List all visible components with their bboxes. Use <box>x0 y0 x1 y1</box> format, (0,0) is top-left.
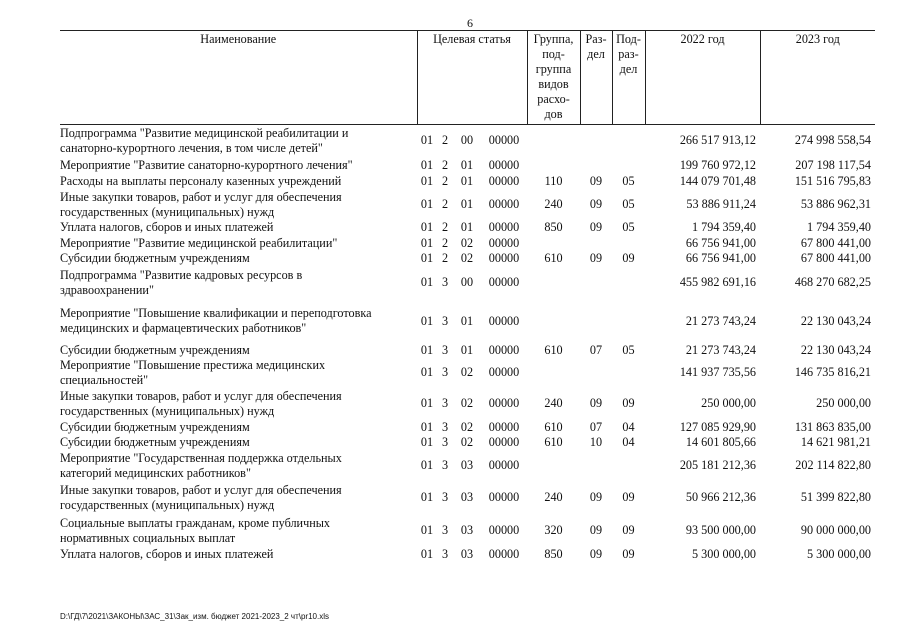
amount-2022: 53 886 911,24 <box>686 197 756 211</box>
table-row <box>60 125 875 157</box>
target-direction: 00000 <box>488 342 520 357</box>
target-program: 01 <box>420 275 434 289</box>
expense-group: 610 <box>544 342 563 357</box>
budget-table <box>60 30 875 563</box>
table-row <box>60 358 875 388</box>
target-subprogram: 2 <box>441 235 449 250</box>
subsection-code <box>612 157 645 174</box>
row-name: Уплата налогов, сборов и иных платежей <box>60 547 274 561</box>
subsection-code: 05 <box>622 342 635 357</box>
target-subprogram: 2 <box>441 174 449 188</box>
target-subprogram: 3 <box>441 342 449 357</box>
amount-2022: 50 966 212,36 <box>685 490 756 504</box>
row-name: Иные закупки товаров, работ и услуг для обеспечения государственных (муниципальных) нужд <box>60 388 342 418</box>
subsection-code: 09 <box>622 396 635 410</box>
row-name: Субсидии бюджетным учреждениям <box>60 419 250 434</box>
target-subprogram: 3 <box>441 419 449 434</box>
table-row <box>60 547 875 563</box>
target-direction: 00000 <box>488 458 520 472</box>
row-name: Уплата налогов, сборов и иных платежей <box>60 220 274 234</box>
subsection-code <box>612 236 645 251</box>
target-program: 01 <box>420 419 434 434</box>
expense-group: 240 <box>544 490 563 504</box>
target-direction: 00000 <box>488 133 520 148</box>
subsection-code: 09 <box>622 523 635 537</box>
row-name: Социальные выплаты гражданам, кроме публичных нормативных социальных выплат <box>60 515 330 545</box>
target-program: 01 <box>420 342 434 357</box>
header-group: Группа, под- группа видов расхо- дов <box>527 31 580 125</box>
amount-2023: 22 130 043,24 <box>800 313 871 328</box>
target-subprogram: 3 <box>441 365 449 379</box>
target-program: 01 <box>420 435 434 449</box>
row-name: Мероприятие "Развитие медицинской реабилитации" <box>60 235 338 250</box>
section-code: 09 <box>589 197 603 211</box>
target-program: 01 <box>420 133 434 148</box>
amount-2022: 21 273 743,24 <box>685 313 756 328</box>
target-event: 02 <box>460 435 474 449</box>
header-year-2022: 2022 год <box>645 31 760 125</box>
target-direction: 00000 <box>488 419 520 434</box>
target-program: 01 <box>420 490 434 504</box>
target-program: 01 <box>420 220 434 234</box>
target-event: 02 <box>460 365 474 379</box>
subsection-code: 04 <box>622 435 635 449</box>
amount-2023: 53 886 962,31 <box>800 197 871 211</box>
section-code: 09 <box>589 174 603 188</box>
table-row <box>60 300 875 343</box>
table-header-row <box>60 31 875 125</box>
expense-group: 850 <box>544 220 563 234</box>
target-event: 01 <box>460 220 474 234</box>
table-row <box>60 343 875 358</box>
section-code <box>580 125 612 157</box>
target-event: 02 <box>460 250 474 265</box>
amount-2023: 468 270 682,25 <box>794 275 871 289</box>
amount-2023: 90 000 000,00 <box>800 523 871 537</box>
amount-2023: 207 198 117,54 <box>795 157 871 172</box>
expense-group <box>527 157 580 174</box>
target-event: 01 <box>460 197 474 211</box>
amount-2022: 141 937 735,56 <box>679 365 756 379</box>
target-direction: 00000 <box>488 490 520 504</box>
target-direction: 00000 <box>488 220 520 234</box>
header-target-article: Целевая статья <box>417 31 527 125</box>
target-direction: 00000 <box>488 313 520 328</box>
row-name: Иные закупки товаров, работ и услуг для обеспечения государственных (муниципальных) нужд <box>60 482 342 512</box>
amount-2022: 93 500 000,00 <box>685 523 756 537</box>
target-subprogram: 2 <box>441 157 449 172</box>
row-name: Мероприятие "Повышение квалификации и переподготовка медицинских и фармацевтических работников" <box>60 306 372 335</box>
expense-group: 240 <box>544 197 563 211</box>
target-event: 01 <box>460 157 474 172</box>
amount-2023: 202 114 822,80 <box>795 458 871 472</box>
amount-2023: 274 998 558,54 <box>794 133 871 148</box>
amount-2022: 455 982 691,16 <box>679 275 756 289</box>
expense-group: 610 <box>544 250 563 265</box>
amount-2022: 250 000,00 <box>701 396 756 410</box>
amount-2023: 67 800 441,00 <box>800 250 871 265</box>
section-code <box>580 451 612 481</box>
target-direction: 00000 <box>488 197 520 211</box>
target-event: 01 <box>460 174 474 188</box>
amount-2022: 1 794 359,40 <box>692 220 756 234</box>
table-row <box>60 236 875 251</box>
row-name: Подпрограмма "Развитие медицинской реабилитации и санаторно-курортного лечения, в том числе детей" <box>60 125 349 155</box>
expense-group <box>527 358 580 388</box>
section-code <box>580 358 612 388</box>
amount-2023: 14 621 981,21 <box>800 435 871 449</box>
subsection-code <box>612 451 645 481</box>
amount-2023: 146 735 816,21 <box>794 365 871 379</box>
row-name: Субсидии бюджетным учреждениям <box>60 435 250 449</box>
subsection-code: 09 <box>622 490 635 504</box>
amount-2022: 266 517 913,12 <box>679 133 756 148</box>
target-subprogram: 3 <box>441 523 449 537</box>
subsection-code: 05 <box>622 220 635 234</box>
expense-group: 320 <box>544 523 563 537</box>
section-code: 09 <box>589 220 603 234</box>
amount-2022: 66 756 941,00 <box>685 235 756 250</box>
table-row <box>60 481 875 515</box>
section-code <box>580 300 612 343</box>
target-program: 01 <box>420 523 434 537</box>
target-program: 01 <box>420 547 434 561</box>
target-direction: 00000 <box>488 174 520 188</box>
file-path-footer: D:\ГД\7\2021\ЗАКОНЫ\ЗАС_31\Зак_изм. бюджет 2021-2023_2 чт\pr10.xls <box>60 612 329 621</box>
target-program: 01 <box>420 313 434 328</box>
target-program: 01 <box>420 250 434 265</box>
target-subprogram: 3 <box>441 313 449 328</box>
section-code: 07 <box>589 419 603 434</box>
row-name: Иные закупки товаров, работ и услуг для обеспечения государственных (муниципальных) нужд <box>60 189 342 219</box>
amount-2023: 5 300 000,00 <box>807 547 871 561</box>
subsection-code: 09 <box>622 250 635 265</box>
table-row <box>60 157 875 174</box>
expense-group <box>527 125 580 157</box>
header-name: Наименование <box>200 32 277 46</box>
row-name: Расходы на выплаты персоналу казенных учреждений <box>60 174 342 188</box>
target-event: 00 <box>460 133 474 148</box>
table-row <box>60 251 875 266</box>
section-code: 09 <box>589 523 603 537</box>
target-direction: 00000 <box>488 235 520 250</box>
row-name: Субсидии бюджетным учреждениям <box>60 250 250 265</box>
expense-group: 850 <box>544 547 563 561</box>
expense-group: 240 <box>544 396 563 410</box>
target-program: 01 <box>420 197 434 211</box>
amount-2023: 22 130 043,24 <box>800 342 871 357</box>
subsection-code <box>612 300 645 343</box>
table-row <box>60 190 875 220</box>
table-row <box>60 435 875 451</box>
table-row <box>60 451 875 481</box>
subsection-code: 05 <box>622 174 635 188</box>
expense-group: 610 <box>544 419 563 434</box>
subsection-code <box>612 358 645 388</box>
table-row <box>60 220 875 236</box>
amount-2022: 205 181 212,36 <box>679 458 756 472</box>
header-section: Раз- дел <box>580 31 612 125</box>
target-event: 03 <box>460 547 474 561</box>
target-subprogram: 3 <box>441 435 449 449</box>
amount-2022: 14 601 805,66 <box>685 435 756 449</box>
target-event: 03 <box>460 523 474 537</box>
target-event: 01 <box>460 342 474 357</box>
section-code <box>580 157 612 174</box>
target-program: 01 <box>420 235 434 250</box>
amount-2023: 51 399 822,80 <box>800 490 871 504</box>
subsection-code: 04 <box>622 419 635 434</box>
target-event: 02 <box>460 396 474 410</box>
target-subprogram: 3 <box>441 547 449 561</box>
target-subprogram: 3 <box>441 275 449 289</box>
subsection-code: 09 <box>622 547 635 561</box>
row-name: Мероприятие "Повышение престижа медицинских специальностей" <box>60 357 326 387</box>
row-name: Мероприятие "Государственная поддержка отдельных категорий медицинских работников" <box>60 450 342 480</box>
subsection-code: 05 <box>622 197 635 211</box>
target-event: 01 <box>460 313 474 328</box>
target-subprogram: 3 <box>441 458 449 472</box>
amount-2022: 144 079 701,48 <box>679 174 756 188</box>
target-event: 03 <box>460 458 474 472</box>
section-code: 09 <box>589 547 603 561</box>
target-program: 01 <box>420 365 434 379</box>
target-program: 01 <box>420 174 434 188</box>
target-direction: 00000 <box>488 365 520 379</box>
target-subprogram: 2 <box>441 133 449 148</box>
amount-2022: 5 300 000,00 <box>692 547 756 561</box>
target-program: 01 <box>420 396 434 410</box>
table-row <box>60 266 875 300</box>
header-year-2023: 2023 год <box>760 31 875 125</box>
target-subprogram: 3 <box>441 396 449 410</box>
subsection-code <box>612 125 645 157</box>
table-row <box>60 174 875 190</box>
section-code <box>580 266 612 300</box>
section-code: 07 <box>589 342 603 357</box>
section-code: 09 <box>589 490 603 504</box>
target-program: 01 <box>420 157 434 172</box>
target-direction: 00000 <box>488 157 520 172</box>
target-subprogram: 2 <box>441 220 449 234</box>
page-number: 6 <box>467 16 473 30</box>
row-name: Мероприятие "Развитие санаторно-курортного лечения" <box>60 157 353 172</box>
section-code: 09 <box>589 396 603 410</box>
target-subprogram: 2 <box>441 197 449 211</box>
expense-group <box>527 266 580 300</box>
target-subprogram: 3 <box>441 490 449 504</box>
target-direction: 00000 <box>488 275 520 289</box>
target-event: 02 <box>460 235 474 250</box>
target-event: 03 <box>460 490 474 504</box>
expense-group: 110 <box>544 174 563 188</box>
target-direction: 00000 <box>488 396 520 410</box>
expense-group <box>527 451 580 481</box>
amount-2022: 66 756 941,00 <box>685 250 756 265</box>
amount-2022: 21 273 743,24 <box>685 342 756 357</box>
table-row <box>60 388 875 420</box>
amount-2022: 127 085 929,90 <box>679 419 756 434</box>
amount-2022: 199 760 972,12 <box>679 157 756 172</box>
target-direction: 00000 <box>488 523 520 537</box>
amount-2023: 250 000,00 <box>816 396 871 410</box>
target-subprogram: 2 <box>441 250 449 265</box>
section-code: 09 <box>589 250 603 265</box>
row-name: Субсидии бюджетным учреждениям <box>60 342 250 357</box>
expense-group: 610 <box>544 435 563 449</box>
section-code: 10 <box>589 435 603 449</box>
table-row <box>60 420 875 435</box>
expense-group <box>527 300 580 343</box>
header-subsection: Под- раз- дел <box>612 31 645 125</box>
target-direction: 00000 <box>488 547 520 561</box>
table-row <box>60 515 875 547</box>
amount-2023: 151 516 795,83 <box>794 174 871 188</box>
subsection-code <box>612 266 645 300</box>
target-event: 00 <box>460 275 474 289</box>
amount-2023: 131 863 835,00 <box>794 419 871 434</box>
target-direction: 00000 <box>488 435 520 449</box>
row-name: Подпрограмма "Развитие кадровых ресурсов в здравоохранении" <box>60 267 303 297</box>
expense-group <box>527 236 580 251</box>
target-event: 02 <box>460 419 474 434</box>
target-direction: 00000 <box>488 250 520 265</box>
section-code <box>580 236 612 251</box>
target-program: 01 <box>420 458 434 472</box>
amount-2023: 67 800 441,00 <box>800 235 871 250</box>
amount-2023: 1 794 359,40 <box>807 220 871 234</box>
